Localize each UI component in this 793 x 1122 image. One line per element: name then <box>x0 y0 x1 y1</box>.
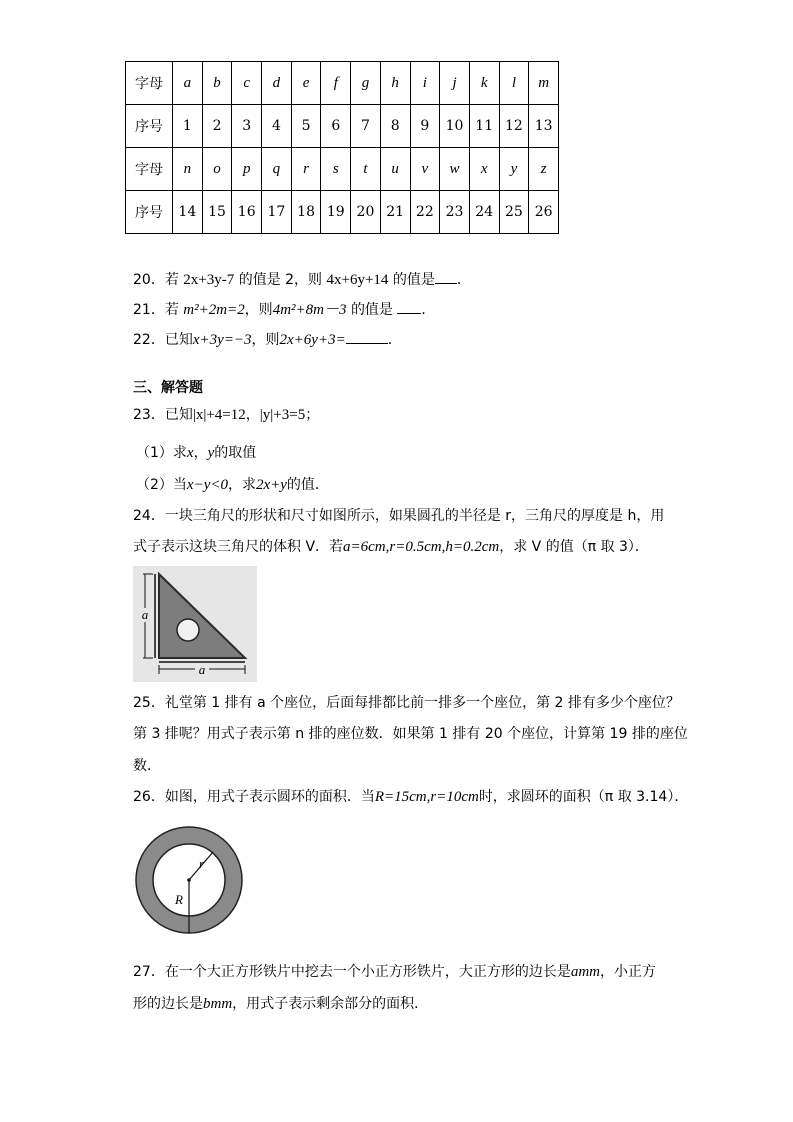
table-cell: 17 <box>262 191 292 234</box>
q21-text-mid: ，则 <box>244 302 273 318</box>
q27-text-a: 27．在一个大正方形铁片中挖去一个小正方形铁片，大正方形的边长是 <box>133 964 571 980</box>
annulus-inner-radius-label: r <box>199 856 205 871</box>
q26-values: R=15cm,r=10cm <box>374 789 479 805</box>
table-cell: 13 <box>529 105 559 148</box>
table-cell: i <box>410 62 440 105</box>
q21-text-end: 的值是 <box>350 302 393 318</box>
table-row-header: 字母 <box>126 148 173 191</box>
question-24-line-1: 24．一块三角尺的形状和尺寸如图所示，如果圆孔的半径是 r，三角尺的厚度是 h，用 <box>133 508 665 524</box>
table-cell: h <box>380 62 410 105</box>
table-cell: l <box>499 62 529 105</box>
table-cell: n <box>173 148 203 191</box>
table-cell: q <box>262 148 292 191</box>
question-24-line-2 <box>133 537 649 557</box>
letter-number-table <box>125 61 559 234</box>
table-cell: r <box>291 148 321 191</box>
question-25-line-1: 25．礼堂第 1 排有 a 个座位，后面每排都比前一排多一个座位，第 2 排有多少个座位？ <box>133 695 680 711</box>
table-cell: 18 <box>291 191 321 234</box>
table-cell: 11 <box>469 105 499 148</box>
question-20 <box>133 269 471 290</box>
table-cell: 19 <box>321 191 351 234</box>
table-row <box>126 191 559 234</box>
table-cell: p <box>232 148 262 191</box>
triangle-side-label-a: a <box>141 607 149 622</box>
table-cell: 25 <box>499 191 529 234</box>
table-cell: 4 <box>262 105 292 148</box>
table-cell: 22 <box>410 191 440 234</box>
table-cell: 26 <box>529 191 559 234</box>
q21-expression-2: 4m²+8m－3 <box>272 302 347 318</box>
q23-number: 23．已知 <box>133 407 193 423</box>
q23-end: ； <box>305 407 320 423</box>
q27-text-c: 形的边长是 <box>133 996 203 1012</box>
q23-p2-condition: x−y<0 <box>186 477 228 493</box>
q20-text-mid: 的值是 2，则 <box>238 272 323 288</box>
q23-p1-sep: ， <box>193 445 208 461</box>
table-cell: j <box>440 62 470 105</box>
q23-p1-var-x: x <box>186 445 194 461</box>
question-23-part-1 <box>136 443 256 463</box>
q22-answer-blank[interactable] <box>346 329 388 344</box>
q27-small-side: bmm <box>203 996 233 1012</box>
table-cell: 14 <box>173 191 203 234</box>
q23-p2-expression: 2x+y <box>255 477 287 493</box>
question-27-line-1 <box>133 962 656 982</box>
triangle-ruler-figure <box>133 566 257 682</box>
table-cell: e <box>291 62 321 105</box>
q21-expression-1: m²+2m=2 <box>183 302 245 318</box>
q23-separator: ， <box>245 407 260 423</box>
q20-text-end: 的值是 <box>392 272 435 288</box>
table-cell: v <box>410 148 440 191</box>
q26-text-b: 时，求圆环的面积（π 取 3.14）． <box>478 789 689 805</box>
q21-answer-blank[interactable] <box>397 299 421 314</box>
question-25-line-2: 第 3 排呢？用式子表示第 n 排的座位数．如果第 1 排有 20 个座位，计算第 19 排的座位 <box>133 726 688 742</box>
table-cell: 16 <box>232 191 262 234</box>
table-cell: 12 <box>499 105 529 148</box>
table-cell: u <box>380 148 410 191</box>
table-cell: c <box>232 62 262 105</box>
table-cell: k <box>469 62 499 105</box>
q23-p2-prefix: （2）当 <box>136 477 187 493</box>
table-cell: 7 <box>351 105 381 148</box>
q27-text-b: ，小正方 <box>600 964 656 980</box>
table-cell: w <box>440 148 470 191</box>
q22-expression-1: x+3y=−3 <box>192 332 252 348</box>
table-cell: m <box>529 62 559 105</box>
table-cell: 10 <box>440 105 470 148</box>
annulus-figure <box>133 824 245 936</box>
q24-text-b: ，求 V 的值（π 取 3）． <box>499 539 649 555</box>
table-row <box>126 148 559 191</box>
q20-expression-2: 4x+6y+14 <box>326 272 389 288</box>
table-cell: t <box>351 148 381 191</box>
table-cell: f <box>321 62 351 105</box>
table-cell: 21 <box>380 191 410 234</box>
table-cell: y <box>499 148 529 191</box>
table-cell: g <box>351 62 381 105</box>
q20-expression-1: 2x+3y-7 <box>183 272 235 288</box>
table-cell: 8 <box>380 105 410 148</box>
table-cell: z <box>529 148 559 191</box>
annulus-outer-radius-label: R <box>175 892 183 907</box>
table-cell: 1 <box>173 105 203 148</box>
question-26 <box>133 787 688 807</box>
question-25-line-3: 数． <box>133 758 161 774</box>
q21-tail: ． <box>421 302 436 318</box>
q23-p2-suffix: 的值． <box>286 477 329 493</box>
q23-p1-prefix: （1）求 <box>136 445 187 461</box>
q23-p1-suffix: 的取值 <box>214 445 257 461</box>
question-27-line-2 <box>133 994 428 1014</box>
q20-tail: ． <box>456 272 471 288</box>
q22-expression-2: 2x+6y+3= <box>279 332 346 348</box>
table-row <box>126 62 559 105</box>
q21-number: 21．若 <box>133 302 179 318</box>
q23-equation-1: |x|+4=12 <box>192 407 246 423</box>
table-cell: 24 <box>469 191 499 234</box>
question-22 <box>133 329 402 350</box>
table-cell: b <box>202 62 232 105</box>
table-cell: 9 <box>410 105 440 148</box>
table-cell: o <box>202 148 232 191</box>
q22-tail: ． <box>387 332 402 348</box>
q27-big-side: amm <box>570 964 600 980</box>
table-row-header: 序号 <box>126 105 173 148</box>
table-cell: 2 <box>202 105 232 148</box>
table-row-header: 序号 <box>126 191 173 234</box>
q22-number: 22．已知 <box>133 332 193 348</box>
table-cell: 6 <box>321 105 351 148</box>
q23-equation-2: |y|+3=5 <box>259 407 306 423</box>
q24-values: a=6cm,r=0.5cm,h=0.2cm <box>343 539 500 555</box>
q22-text-mid: ，则 <box>251 332 280 348</box>
table-cell: d <box>262 62 292 105</box>
q27-text-d: ，用式子表示剩余部分的面积． <box>232 996 429 1012</box>
q20-answer-blank[interactable] <box>435 269 457 284</box>
section-heading-answer-questions: 三、解答题 <box>133 380 203 396</box>
table-row <box>126 105 559 148</box>
table-cell: 20 <box>351 191 381 234</box>
table-cell: s <box>321 148 351 191</box>
q24-text-a: 式子表示这块三角尺的体积 V．若 <box>133 539 344 555</box>
question-23-part-2 <box>136 475 329 495</box>
triangle-bottom-label-a: a <box>198 662 206 677</box>
q23-p1-var-y: y <box>207 445 215 461</box>
q23-p2-mid: ，求 <box>227 477 256 493</box>
table-row-header: 字母 <box>126 62 173 105</box>
table-cell: a <box>173 62 203 105</box>
question-23 <box>133 405 319 425</box>
question-21 <box>133 299 435 320</box>
q20-number: 20．若 <box>133 272 179 288</box>
table-cell: 23 <box>440 191 470 234</box>
table-cell: 15 <box>202 191 232 234</box>
q26-text-a: 26．如图，用式子表示圆环的面积．当 <box>133 789 375 805</box>
table-cell: 5 <box>291 105 321 148</box>
table-cell: 3 <box>232 105 262 148</box>
table-cell: x <box>469 148 499 191</box>
